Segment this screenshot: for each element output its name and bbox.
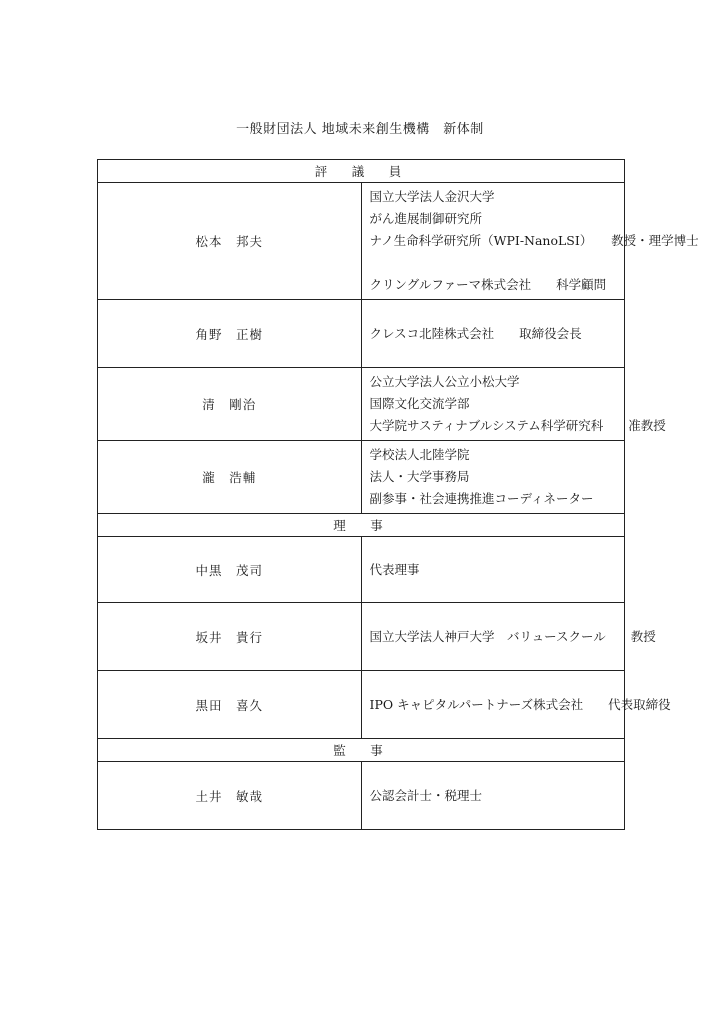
member-row	[98, 537, 625, 603]
affiliation-line: IPO キャピタルパートナーズ株式会社 代表取締役	[369, 696, 671, 712]
section-heading-auditors: 監 事	[98, 739, 625, 762]
member-affiliation	[361, 300, 625, 368]
member-name: 中黒 茂司	[98, 537, 362, 603]
member-name: 角野 正樹	[98, 300, 362, 368]
member-row	[98, 441, 625, 514]
member-name: 坂井 貴行	[98, 603, 362, 671]
section-header-row	[98, 160, 625, 183]
member-name: 土井 敏哉	[98, 762, 362, 830]
affiliation-line: がん進展制御研究所	[369, 211, 483, 226]
member-affiliation	[361, 671, 671, 739]
member-affiliation	[361, 441, 625, 514]
section-header-row	[98, 514, 625, 537]
member-row	[98, 603, 625, 671]
affiliation-line: クリングルファーマ株式会社 科学顧問	[369, 277, 607, 292]
member-row	[98, 671, 625, 739]
blank-line	[370, 252, 617, 274]
affiliation-line: 副参事・社会連携推進コーディネーター	[369, 491, 594, 506]
document-title: 一般財団法人 地域未来創生機構 新体制	[236, 122, 484, 137]
affiliation-line: クレスコ北陸株式会社 取締役会長	[369, 325, 582, 341]
section-heading-directors: 理 事	[98, 514, 625, 537]
member-affiliation	[361, 603, 656, 671]
affiliation-line: 公認会計士・税理士	[369, 787, 483, 803]
member-affiliation	[361, 368, 666, 441]
affiliation-line: 国立大学法人神戸大学 バリュースクール 教授	[369, 628, 656, 644]
affiliation-line: ナノ生命科学研究所（WPI-NanoLSI） 教授・理学博士	[369, 233, 699, 248]
member-affiliation	[361, 762, 625, 830]
organization-table	[97, 159, 699, 830]
member-row	[98, 300, 625, 368]
member-name: 松本 邦夫	[98, 183, 362, 300]
member-name: 黒田 喜久	[98, 671, 362, 739]
member-name: 瀧 浩輔	[98, 441, 362, 514]
member-row	[98, 762, 625, 830]
affiliation-line: 代表理事	[369, 561, 420, 577]
affiliation-line: 国際文化交流学部	[369, 396, 470, 411]
section-header-row	[98, 739, 625, 762]
member-affiliation	[361, 183, 699, 300]
affiliation-line: 大学院サスティナブルシステム科学研究科 准教授	[369, 418, 666, 433]
member-name: 清 剛治	[98, 368, 362, 441]
member-affiliation	[361, 537, 625, 603]
affiliation-line: 法人・大学事務局	[369, 469, 470, 484]
affiliation-line: 学校法人北陸学院	[369, 447, 470, 462]
member-row	[98, 368, 625, 441]
member-row	[98, 183, 625, 300]
affiliation-line: 公立大学法人公立小松大学	[369, 374, 520, 389]
section-heading-councilors: 評 議 員	[98, 160, 625, 183]
affiliation-line: 国立大学法人金沢大学	[369, 189, 495, 204]
